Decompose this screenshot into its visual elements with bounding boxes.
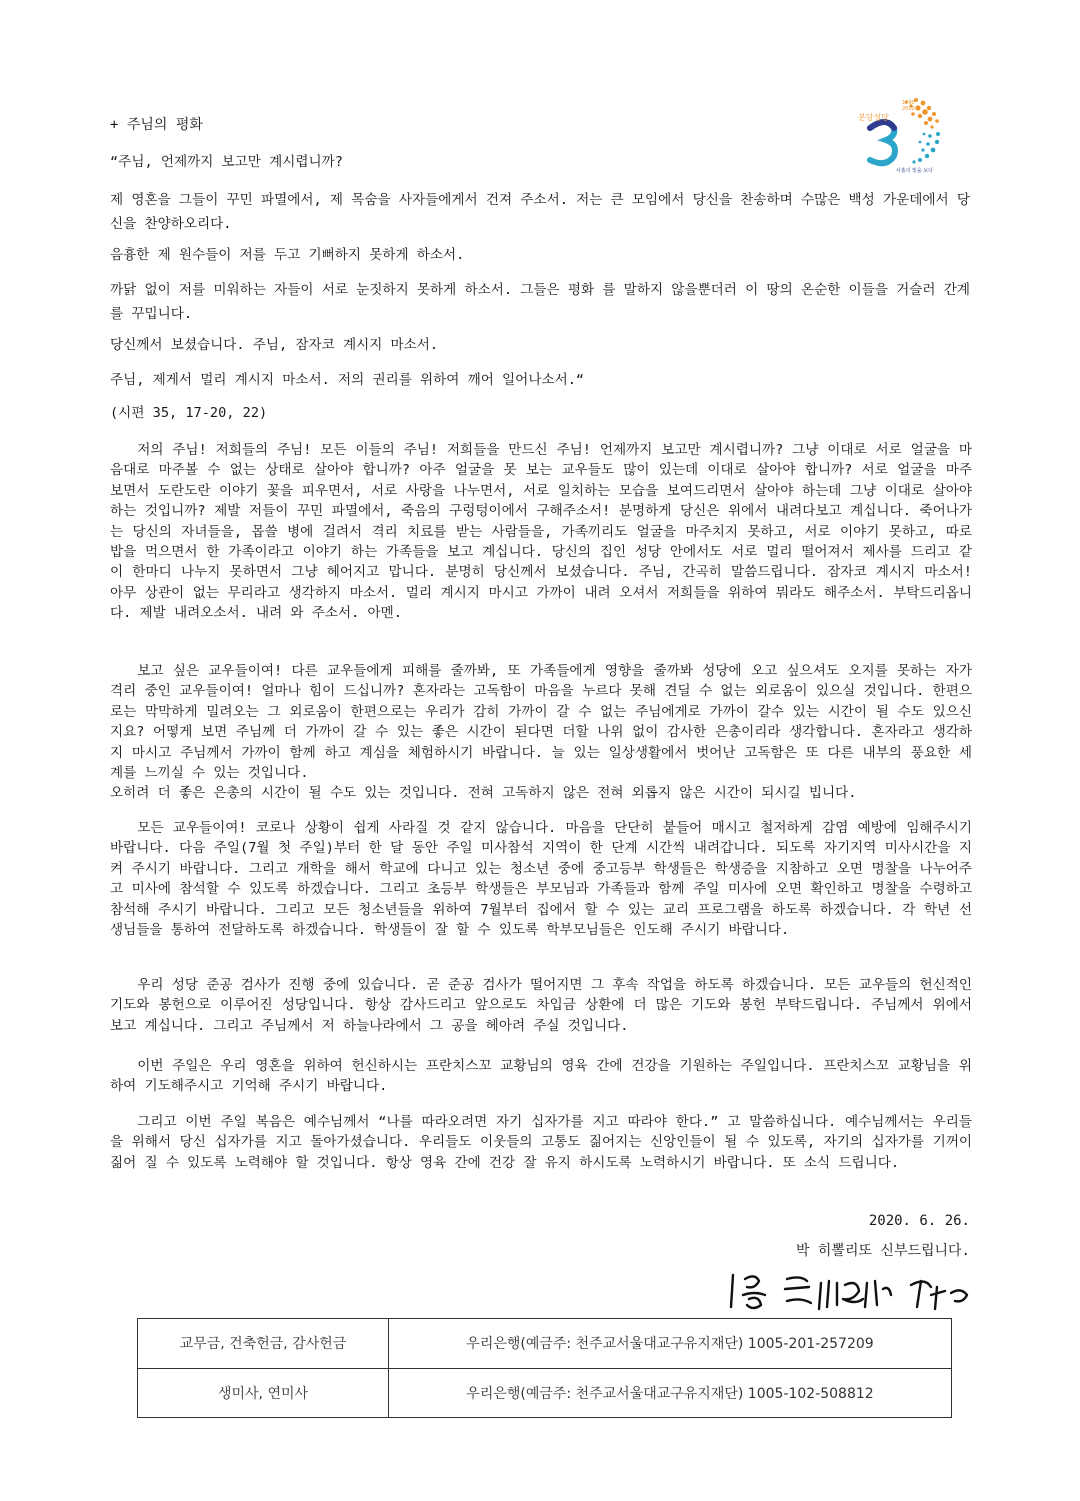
letter-date: 2020. 6. 26. bbox=[868, 1213, 970, 1229]
bank-account: 우리은행(예금주: 천주교서울대교구유지재단) 1005-102-508812 bbox=[389, 1368, 952, 1418]
letter-paragraph: 우리 성당 준공 검사가 진행 중에 있습니다. 곧 준공 검사가 떨어지면 그 후속 작업을 하도록 하겠습니다. 모든 교우들의 헌신적인 기도와 봉헌으로 이루어진 성당입니다. 항상 감사드리고 앞으로도 차입금 상환에 더 많은 기도와 봉헌 부탁드립니다. 주님께서 위에서 보고 계십니다. 그리고 주님께서 저 하늘나라에서 그 공을 헤아려 주실 것입니다. bbox=[110, 977, 972, 1034]
psalm-line: 음흉한 제 원수들이 저를 두고 기뻐하지 못하게 하소서. bbox=[110, 247, 465, 263]
letter-paragraph: 보고 싶은 교우들이여! 다른 교우들에게 피해를 줄까봐, 또 가족들에게 영향을 줄까봐 성당에 오고 싶으셔도 오지를 못하는 자가 격리 중인 교우들이여! 얼마나 힘이 드십니까? 혼자라는 고독함이 마음을 누르다 못해 견딜 수 없는 외로움이 있으실 것입니다. 한편으로는 막막하게 밀려오는 그 외로움이 한편으로는 우리가 감히 가까이 갈 수 없는 주님에게로 가까이 갈수 있는 시간이 될 수도 있으신지요? 어떻게 보면 주님께 더 가까이 갈 수 있는 좋은 시간이 된다면 더할 나위 없이 감사한 은총이리라 생각합니다. 혼자라고 생각하지 마시고 주님께서 가까이 함께 하고 계심을 체험하시기 바랍니다. 늘 있는 일상생활에서 벗어난 고독함은 또 다른 내부의 풍요한 세계를 느끼실 수 있는 것입니다. 오히려 더 좋은 은총의 시간이 될 수도 있는 것입니다. 전혀 고독하지 않은 전혀 외롭지 않은 시간이 되시길 빕니다. bbox=[110, 663, 972, 802]
letter-paragraph: 저의 주님! 저희들의 주님! 모든 이들의 주님! 저희들을 만드신 주님! 언제까지 보고만 계시렵니까? 그냥 이대로 서로 얼굴을 마음대로 마주볼 수 없는 상태로 살아야 합니까? 아주 얼굴을 못 보는 교우들도 많이 있는데 이대로 살아야 합니까? 서로 얼굴을 마주 보면서 도란도란 이야기 꽃을 피우면서, 서로 사랑을 나누면서, 서로 일치하는 모습을 보여드리면서 살아야 하는데 그냥 이대로 살아야 하는 것입니까? 제발 저들이 꾸민 파멸에서, 죽음의 구렁텅이에서 구해주소서! 분명하게 당신은 위에서 내려다보고 계십니다. 죽어나가는 당신의 자녀들을, 몹쓸 병에 걸려서 격리 치료를 받는 사람들을, 가족끼리도 얼굴을 마주치지 못하고, 서로 이야기 못하고, 따로 밥을 먹으면서 한 가족이라고 이야기 하는 가족들을 보고 계십니다. 당신의 집인 성당 안에서도 서로 멀리 떨어져서 제사를 드리고 같이 한마디 나누지 못하면서 그냥 헤어지고 맙니다. 분명히 당신께서 보셨습니다. 주님, 간곡히 말씀드립니다. 잠자코 계시지 마소서! 아무 상관이 없는 무리라고 생각하지 마소서. 멀리 계시지 마시고 가까이 내려 오셔서 저희들을 위하여 뭐라도 해주소서. 부탁드리옵니다. 제발 내려오소서. 내려 와 주소서. 아멘. bbox=[110, 442, 972, 622]
psalm-line: 당신께서 보셨습니다. 주님, 잠자코 계시지 마소서. bbox=[110, 337, 439, 353]
letter-signoff: 박 히뽈리또 신부드립니다. bbox=[795, 1243, 970, 1259]
donation-category: 교무금, 건축헌금, 감사헌금 bbox=[138, 1319, 389, 1369]
donation-account-table bbox=[137, 1318, 952, 1418]
table-row bbox=[138, 1368, 952, 1418]
psalm-line: 제 영혼을 그들이 꾸민 파멸에서, 제 목숨을 사자들에게서 건져 주소서. 저는 큰 모임에서 당신을 찬송하며 수많은 백성 가운데에서 당신을 찬양하오리다. bbox=[110, 192, 970, 232]
logo-years-top: 1990 bbox=[902, 100, 915, 106]
letter-paragraph: 그리고 이번 주일 복음은 예수님께서 “나를 따라오려면 자기 십자가를 지고 따라야 한다.” 고 말씀하십니다. 예수님께서는 우리들을 위해서 당신 십자가를 지고 돌아가셨습니다. 우리들도 이웃들의 고통도 짊어지는 신앙인들이 될 수 있도록, 자기의 십자가를 기꺼이 짊어 질 수 있도록 노력해야 할 것입니다. 항상 영육 간에 건강 잘 유지 하시도록 노력하시기 바랍니다. 또 소식 드립니다. bbox=[110, 1114, 972, 1171]
table-row bbox=[138, 1319, 952, 1369]
logo-slogan: 사흘의 빛을 보다 bbox=[896, 168, 933, 174]
psalm-line: “주님, 언제까지 보고만 계시렵니까? bbox=[110, 154, 343, 170]
bank-account: 우리은행(예금주: 천주교서울대교구유지재단) 1005-201-257209 bbox=[389, 1319, 952, 1369]
signature-icon bbox=[725, 1265, 975, 1320]
logo-years-bottom: 2020 bbox=[902, 106, 915, 112]
letter-paragraph: 이번 주일은 우리 영혼을 위하여 헌신하시는 프란치스꼬 교황님의 영육 간에 건강을 기원하는 주일입니다. 프란치스꼬 교황님을 위하여 기도해주시고 기억해 주시기 바랍니다. bbox=[110, 1058, 972, 1095]
psalm-line: 까닭 없이 저를 미워하는 자들이 서로 눈짓하지 못하게 하소서. 그들은 평화 를 말하지 않을뿐더러 이 땅의 온순한 이들을 거슬러 간계를 꾸밉니다. bbox=[110, 282, 970, 322]
psalm-line: 주님, 제게서 멀리 계시지 마소서. 저의 권리를 위하여 깨어 일어나소서.“ bbox=[110, 372, 585, 388]
greeting: + 주님의 평화 bbox=[110, 117, 203, 133]
logo-parish-name: 분당성당 bbox=[858, 113, 889, 122]
letter-paragraph: 모든 교우들이여! 코로나 상황이 쉽게 사라질 것 같지 않습니다. 마음을 단단히 붙들어 매시고 철저하게 감염 예방에 임해주시기 바랍니다. 다음 주일(7월 첫 주일)부터 한 달 동안 주일 미사참석 지역이 한 단계 시간씩 내려갑니다. 되도록 자기지역 미사시간을 지켜 주시기 바랍니다. 그리고 개학을 해서 학교에 다니고 있는 청소년 중에 중고등부 학생들은 학생증을 지참하고 오면 명찰을 나누어주고 미사에 참석할 수 있도록 하겠습니다. 그리고 초등부 학생들은 부모님과 가족들과 함께 주일 미사에 오면 확인하고 명찰을 수령하고 참석해 주시기 바랍니다. 그리고 모든 청소년들을 위하여 7월부터 집에서 할 수 있는 교리 프로그램을 하도록 하겠습니다. 각 학년 선생님들을 통하여 전달하도록 하겠습니다. 학생들이 잘 할 수 있도록 학부모님들은 인도해 주시기 바랍니다. bbox=[110, 820, 972, 939]
donation-category: 생미사, 연미사 bbox=[138, 1368, 389, 1418]
psalm-citation: (시편 35, 17-20, 22) bbox=[110, 405, 268, 421]
